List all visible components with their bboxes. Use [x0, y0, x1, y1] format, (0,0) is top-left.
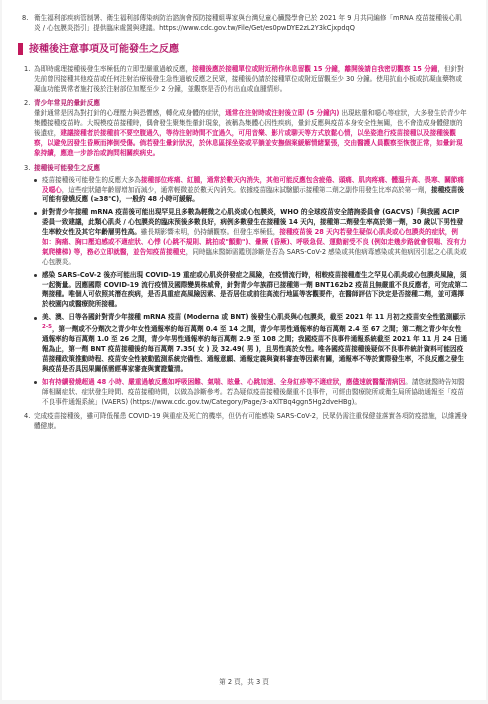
- text-segment: ，但針對先前曾因接種其他疫苗或任何注射治療後發生急性過敏反應之民眾，接種後仍請於接種單位或附近留觀至少 30 分鐘。使用抗血小板或抗凝血藥物或凝血功能異常者施打後於注射部位加壓至少 2 分鐘，並觀察是否仍有出血或血腫情形。: [34, 64, 464, 93]
- item-heading: 青少年常見的暈針反應: [34, 99, 100, 108]
- text-segment: 為即時處理接種後發生率極低的立即型嚴重過敏反應，: [34, 64, 193, 73]
- text-segment: 疫苗接種後可能發生的反應大多為: [42, 175, 141, 184]
- highlight-text: 如有持續發燒超過 48 小時、嚴重過敏反應如呼吸困難、氣喘、眩暈、心跳加速、全身紅疹等不適症狀，應儘速就醫釐清病因: [42, 377, 406, 386]
- list-number: 2.: [24, 99, 31, 108]
- text-segment: 出現眩暈和噁心等症狀，大多發生於青少年集體接種疫苗時。大規模疫苗接種時，偶會發生聚集性暈針現象，被稱為集體心因性疾病，暈針反應與疫苗本身安全性無關，也不會造成身體健康的後遺症，: [34, 109, 467, 138]
- bullet-item: [34, 176, 468, 206]
- list-number: 3.: [24, 163, 31, 172]
- bold-text: 美、澳、日等各國針對青少年接種 mRNA 疫苗 (Moderna 或 BNT) 後發生心肌炎與心包膜炎，截至 2021 年 11 月初之疫苗安全性監測顯示: [42, 313, 466, 322]
- item-4-text: 完成疫苗接種後，雖可降低罹患 COVID-19 與重症及死亡的機率，但仍有可能感染 SARS-CoV-2，民眾仍需注重保健並落實各項防疫措施，以維護身體健康。: [34, 412, 468, 431]
- text-segment: ，同時臨床醫師需鑑別診斷是否為 SARS-CoV-2 感染或其他病毒感染或其他病因引起之心肌炎或心包膜炎。: [42, 247, 467, 266]
- bullet-item: [34, 378, 468, 408]
- bullet-item: [34, 313, 468, 375]
- highlight-text: 接種部位疼痛、紅腫，通常於數天內消失，其他可能反應包含疲倦、頭痛、肌肉疼痛、體溫升高、畏寒、關節痛及噁心: [42, 175, 464, 194]
- text-segment: 。請您就醫時告知醫師相關症狀、症狀發生時間、疫苗接種時間，以做為診斷參考。若為疑似疫苗接種後嚴重不良事件，可經由醫療院所或衛生局所協助通報至「疫苗不良事件通報系統」(VAERS) (https://www.cdc.gov.tw/Category/Page/3-aXlTBq4ggn5Hg2dveHBg)。: [42, 377, 465, 406]
- highlight-text: 建議接種者於接種前不要空腹過久，等待注射時間不宜過久，可用音樂、影片或聊天等方式放鬆心情，以坐姿進行疫苗接種以及接種後觀察，以避免因發生昏厥而摔倒受傷。倘若發生暈針狀況，於休息區採坐姿或平躺並安撫個案緩解情緒緊張，交由醫護人員觀察至恢復正常，如暈針現象持續，應進一步診治或詢問相關疾病史。: [34, 129, 463, 157]
- list-number: 4.: [24, 412, 31, 421]
- highlight-text: 接種後應於接種單位或附近稍作休息留觀 15 分鐘，離開後請自我密切觀察 15 分鐘: [192, 64, 438, 73]
- list-item-3: [24, 164, 468, 408]
- reference-item: [22, 14, 468, 34]
- text-segment: ，這些症狀隨年齡層增加而減少，通常輕微並於數天內消失。依據疫苗臨床試驗顯示接種第二劑之副作用發生比率高於第一劑，: [61, 185, 432, 194]
- section-title: 接種後注意事項及可能發生之反應: [29, 43, 179, 55]
- page-footer: 第 2 頁，共 3 頁: [219, 678, 269, 687]
- reference-text: 衛生福利部疾病管制署、衛生福利部傳染病防治諮詢會預防接種組專家與台灣兒童心臟醫學會已於 2021 年 9 月共同編修「mRNA 疫苗接種後心肌炎 / 心包膜炎指引」提供臨床處置與建議。https://www.cdc.gov.tw/File/Get/es0pwDYE2zL2Y3kCjxpdqQ: [34, 14, 462, 32]
- bold-text: 感染 SARS-CoV-2 後亦可能出現 COVID-19 重症或心肌炎併發症之風險，在疫情流行時，相較疫苗接種產生之罕見心肌炎或心包膜炎風險，須一起衡量。因應國際 COVID-19 流行疫情及國際變異株威脅，針對青少年族群已接種第一劑 BNT162b2 疫苗且無嚴重不良反應者，可完成第二劑接種。唯個人可依照其潛在疾病，是否具重症高風險因素、是否居住或前往高流行地區等客觀要件，在醫師評估下決定是否接種二劑，並可選擇於校園內或醫療院所接種。: [42, 270, 468, 309]
- section-marker: [18, 43, 23, 55]
- item-1-text: [34, 65, 468, 95]
- list-number: 1.: [24, 64, 31, 73]
- bullet-item: [34, 208, 468, 267]
- item-2-text: [34, 109, 468, 158]
- bold-text: 針對青少年接種 mRNA 疫苗後可能出現罕見且多數為輕微之心肌炎或心包膜炎，WHO 的全球疫苗安全諮詢委員會 (GACVS)「與我國 ACIP 委員一致建議，此類心肌炎 / 心包膜炎的臨床预後多數良好，病例多數發生在接種後 14 天內，接種第二劑發生率高於第一劑，30 歲以下男性發生率較女性及其它年齡層男性高。: [42, 208, 464, 237]
- document-page: [2, 0, 486, 700]
- highlight-text: 通常在注射時或注射後立即 (5 分鐘內): [225, 109, 340, 118]
- text-segment: 雖長期影響未明，仍持續觀察。但發生率極低，: [140, 228, 280, 237]
- bullet-item: [34, 271, 468, 311]
- section-heading: [18, 42, 468, 57]
- list-item-2: [24, 99, 468, 158]
- list-item-1: [24, 65, 468, 95]
- list-item-4: [24, 412, 468, 432]
- footnote-ref: 2-5: [42, 324, 52, 331]
- item-heading: 接種後可能發生之反應: [34, 163, 100, 172]
- text-segment: 暈針通常是因為對打針的心理壓力與恐懼感，轉化成身體的症狀，: [34, 109, 226, 118]
- bold-text: ，第一劑或不分劑次之青少年女性通報率約每百萬劑 0.4 至 14 之間，青少年男性通報率約每百萬劑 2.4 至 67 之間；第二劑之青少年女性通報率約每百萬劑 1.0 至 26 之間，青少年男性通報率約每百萬劑 2.9 至 108 之間；我國疫苗不良事件通報系統截至 2021 年 11 月 24 日通報為止，第一劑 BNT 疫苗接種後約每百萬劑 7.35( 女 ) 及 32.49( 男 )，且男性高於女性。唯各國疫苗接種後疑似不良事件統計資料可能因疫苗接種政策推動時程、疫苗安全性被動監測系統完備性、通報意願、通報定義與資料審查等因素有關，通報率不等於實際發生率，不良反應之發生與疫苗是否具因果關係需經專家審查與實證釐清。: [42, 325, 468, 373]
- highlight-text: 接種疫苗後 28 天內若發生疑似心肌炎或心包膜炎的症狀，例如：胸痛、胸口壓迫感或不適症狀、心悸 (心跳不規則、跳拍或"顫動")、暈厥 (昏厥)、呼吸急促、運動耐受不良 (例如走幾步路就會很喘、沒有力氣爬樓梯) 等，務必立即就醫，並告知疫苗接種史: [42, 228, 467, 256]
- page-content: [24, 14, 468, 437]
- reference-number: 8.: [22, 14, 29, 22]
- bullet-list: [34, 176, 468, 408]
- bold-text: 接種疫苗後可能有發燒反應 (≥38℃)，一般約 48 小時可緩解。: [42, 185, 464, 204]
